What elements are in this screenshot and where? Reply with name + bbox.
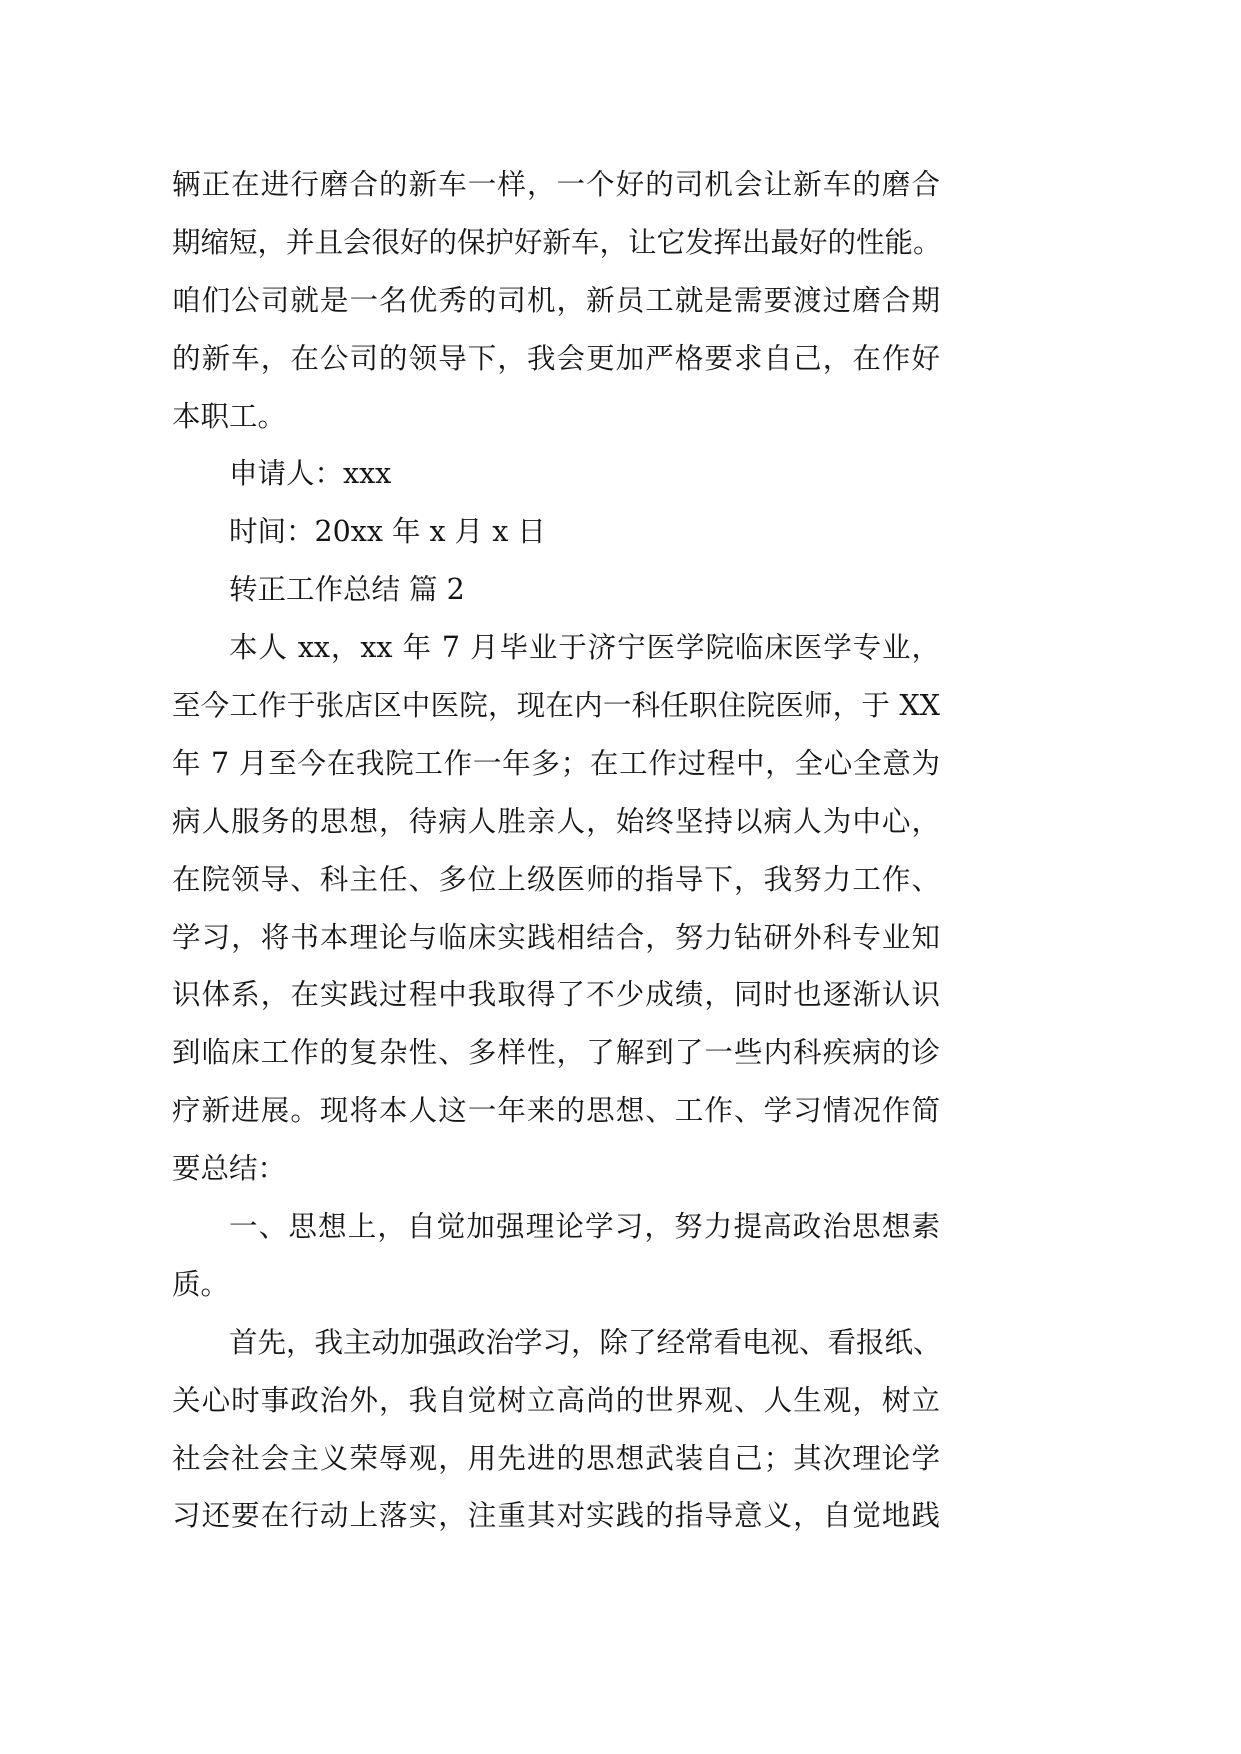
text-line: 在院领导、科主任、多位上级医师的指导下，我努力工作、 xyxy=(172,862,940,896)
text-line: 疗新进展。现将本人这一年来的思想、工作、学习情况作简 xyxy=(172,1094,940,1128)
text-line: 要总结： xyxy=(172,1152,287,1186)
text-line: 转正工作总结 篇 2 xyxy=(229,573,465,607)
text-line: 至今工作于张店区中医院，现在内一科任职住院医师，于 XX xyxy=(172,689,940,723)
text-line: 学习，将书本理论与临床实践相结合，努力钻研外科专业知 xyxy=(172,920,940,954)
text-line: 首先，我主动加强政治学习，除了经常看电视、看报纸、 xyxy=(229,1325,942,1359)
text-line: 辆正在进行磨合的新车一样，一个好的司机会让新车的磨合 xyxy=(172,168,940,201)
text-line: 到临床工作的复杂性、多样性，了解到了一些内科疾病的诊 xyxy=(172,1036,940,1070)
date-line xyxy=(172,503,940,561)
text-line: 质。 xyxy=(172,1267,230,1301)
text-line: 病人服务的思想，待病人胜亲人，始终坚持以病人为中心， xyxy=(172,804,940,838)
text-line: 识体系，在实践过程中我取得了不少成绩，同时也逐渐认识 xyxy=(172,978,940,1012)
text-line: 的新车，在公司的领导下，我会更加严格要求自己，在作好 xyxy=(172,341,940,375)
text-line: 习还要在行动上落实，注重其对实践的指导意义，自觉地践 xyxy=(172,1499,940,1533)
document-body xyxy=(172,156,940,1545)
text-line: 本职工。 xyxy=(172,399,287,433)
paragraph xyxy=(172,1198,940,1314)
text-line: 咱们公司就是一名优秀的司机，新员工就是需要渡过磨合期 xyxy=(172,283,940,317)
text-line: 申请人：xxx xyxy=(229,457,392,491)
text-line: 时间：20xx 年 x 月 x 日 xyxy=(229,515,546,549)
text-line: 本人 xx，xx 年 7 月毕业于济宁医学院临床医学专业， xyxy=(229,631,940,665)
text-line: 期缩短，并且会很好的保护好新车，让它发挥出最好的性能。 xyxy=(172,225,942,259)
text-line: 年 7 月至今在我院工作一年多；在工作过程中，全心全意为 xyxy=(172,746,940,780)
paragraph xyxy=(172,156,940,445)
applicant-line xyxy=(172,445,940,503)
section-heading xyxy=(172,561,940,619)
text-line: 一、思想上，自觉加强理论学习，努力提高政治思想素 xyxy=(229,1210,940,1244)
text-line: 关心时事政治外，我自觉树立高尚的世界观、人生观，树立 xyxy=(172,1383,940,1417)
paragraph xyxy=(172,619,940,1198)
paragraph xyxy=(172,1314,940,1546)
text-line: 社会社会主义荣辱观，用先进的思想武装自己；其次理论学 xyxy=(172,1441,940,1475)
